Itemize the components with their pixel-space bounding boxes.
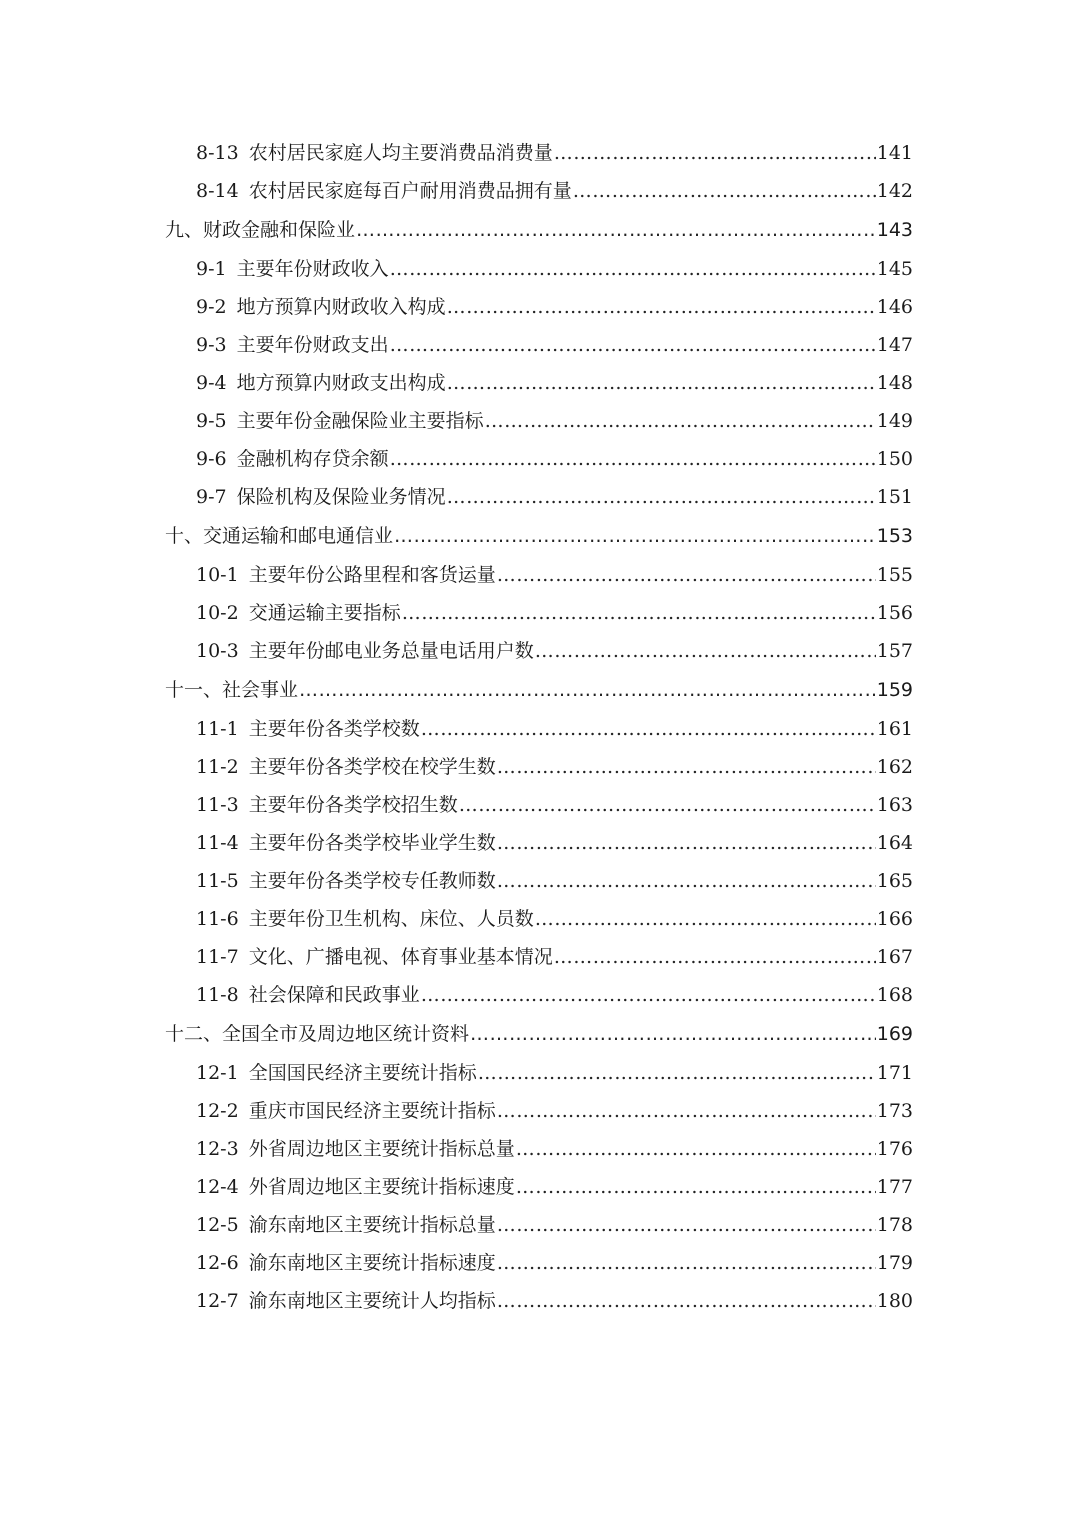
toc-item-entry[interactable] <box>165 1054 913 1092</box>
toc-page-number: 177 <box>876 1176 913 1198</box>
toc-page-number: 163 <box>876 794 913 816</box>
table-of-contents <box>165 134 913 1320</box>
toc-page-number: 159 <box>876 679 913 701</box>
toc-item-entry[interactable] <box>165 1092 913 1130</box>
dot-leader <box>447 288 876 326</box>
toc-entry-title: 地方预算内财政支出构成 <box>236 372 446 394</box>
toc-entry-number: 12-2 <box>196 1100 239 1122</box>
toc-page-number: 165 <box>876 870 913 892</box>
toc-page-number: 141 <box>876 142 913 164</box>
toc-entry-number: 9-1 <box>196 258 227 280</box>
toc-page-number: 162 <box>876 756 913 778</box>
toc-item-entry[interactable] <box>165 710 913 748</box>
toc-section-entry[interactable] <box>165 210 913 250</box>
toc-entry-title: 外省周边地区主要统计指标速度 <box>248 1176 515 1198</box>
toc-entry-title: 主要年份金融保险业主要指标 <box>236 410 484 432</box>
toc-item-entry[interactable] <box>165 748 913 786</box>
dot-leader <box>497 1244 876 1282</box>
toc-item-entry[interactable] <box>165 824 913 862</box>
toc-page-number: 167 <box>876 946 913 968</box>
dot-leader <box>497 1206 876 1244</box>
toc-item-entry[interactable] <box>165 250 913 288</box>
toc-entry-number: 12-4 <box>196 1176 239 1198</box>
toc-entry-title: 主要年份卫生机构、床位、人员数 <box>248 908 534 930</box>
toc-item-entry[interactable] <box>165 786 913 824</box>
toc-item-entry[interactable] <box>165 862 913 900</box>
toc-entry-title: 主要年份各类学校毕业学生数 <box>248 832 496 854</box>
toc-item-entry[interactable] <box>165 938 913 976</box>
toc-item-entry[interactable] <box>165 594 913 632</box>
toc-entry-title: 社会保障和民政事业 <box>248 984 420 1006</box>
toc-item-entry[interactable] <box>165 478 913 516</box>
toc-entry-title: 主要年份各类学校招生数 <box>248 794 458 816</box>
toc-item-entry[interactable] <box>165 326 913 364</box>
dot-leader <box>421 710 876 748</box>
toc-entry-title: 主要年份各类学校数 <box>248 718 420 740</box>
toc-item-entry[interactable] <box>165 632 913 670</box>
toc-entry-number: 12-5 <box>196 1214 239 1236</box>
toc-entry-number: 11-1 <box>196 718 239 740</box>
dot-leader <box>390 440 876 478</box>
dot-leader <box>516 1168 876 1206</box>
toc-page-number: 157 <box>876 640 913 662</box>
toc-page-number: 148 <box>876 372 913 394</box>
dot-leader <box>497 1282 876 1320</box>
toc-page-number: 153 <box>876 525 913 547</box>
toc-entry-number: 12-1 <box>196 1062 239 1084</box>
toc-item-entry[interactable] <box>165 976 913 1014</box>
toc-page-number: 146 <box>876 296 913 318</box>
toc-entry-title: 渝东南地区主要统计指标速度 <box>248 1252 496 1274</box>
toc-page-number: 168 <box>876 984 913 1006</box>
toc-entry-title: 重庆市国民经济主要统计指标 <box>248 1100 496 1122</box>
toc-entry-number: 11-4 <box>196 832 239 854</box>
dot-leader <box>497 862 876 900</box>
toc-page-number: 176 <box>876 1138 913 1160</box>
toc-entry-title: 渝东南地区主要统计人均指标 <box>248 1290 496 1312</box>
dot-leader <box>497 824 876 862</box>
toc-entry-title: 主要年份各类学校在校学生数 <box>248 756 496 778</box>
dot-leader <box>470 1014 876 1054</box>
toc-page-number: 143 <box>876 219 913 241</box>
toc-section-entry[interactable] <box>165 516 913 556</box>
toc-entry-number: 10-3 <box>196 640 239 662</box>
toc-entry-title: 十一、社会事业 <box>165 679 299 701</box>
toc-item-entry[interactable] <box>165 1206 913 1244</box>
toc-page-number: 179 <box>876 1252 913 1274</box>
toc-page-number: 166 <box>876 908 913 930</box>
toc-entry-number: 8-13 <box>196 142 239 164</box>
toc-page-number: 180 <box>876 1290 913 1312</box>
dot-leader <box>447 478 876 516</box>
toc-entry-number: 9-6 <box>196 448 227 470</box>
toc-entry-title: 十二、全国全市及周边地区统计资料 <box>165 1023 470 1045</box>
dot-leader <box>459 786 876 824</box>
toc-section-entry[interactable] <box>165 1014 913 1054</box>
toc-entry-number: 9-7 <box>196 486 227 508</box>
toc-entry-title: 地方预算内财政收入构成 <box>236 296 446 318</box>
toc-page-number: 173 <box>876 1100 913 1122</box>
dot-leader <box>535 632 876 670</box>
toc-page-number: 145 <box>876 258 913 280</box>
toc-entry-title: 主要年份各类学校专任教师数 <box>248 870 496 892</box>
toc-entry-number: 11-6 <box>196 908 239 930</box>
dot-leader <box>390 250 876 288</box>
toc-entry-title: 金融机构存贷余额 <box>236 448 389 470</box>
toc-page-number: 169 <box>876 1023 913 1045</box>
toc-entry-title: 外省周边地区主要统计指标总量 <box>248 1138 515 1160</box>
toc-entry-number: 9-4 <box>196 372 227 394</box>
toc-page-number: 178 <box>876 1214 913 1236</box>
dot-leader <box>402 594 876 632</box>
dot-leader <box>497 1092 876 1130</box>
toc-entry-number: 11-3 <box>196 794 239 816</box>
dot-leader <box>478 1054 876 1092</box>
toc-entry-number: 11-2 <box>196 756 239 778</box>
toc-entry-title: 主要年份公路里程和客货运量 <box>248 564 496 586</box>
dot-leader <box>421 976 876 1014</box>
toc-entry-number: 11-5 <box>196 870 239 892</box>
toc-page-number: 147 <box>876 334 913 356</box>
toc-entry-number: 11-7 <box>196 946 239 968</box>
toc-entry-title: 全国国民经济主要统计指标 <box>248 1062 477 1084</box>
dot-leader <box>497 556 876 594</box>
toc-item-entry[interactable] <box>165 1130 913 1168</box>
toc-item-entry[interactable] <box>165 900 913 938</box>
toc-page-number: 142 <box>876 180 913 202</box>
toc-entry-title: 十、交通运输和邮电通信业 <box>165 525 394 547</box>
toc-entry-title: 渝东南地区主要统计指标总量 <box>248 1214 496 1236</box>
dot-leader <box>573 172 876 210</box>
toc-item-entry[interactable] <box>165 364 913 402</box>
toc-item-entry[interactable] <box>165 1168 913 1206</box>
toc-entry-number: 12-3 <box>196 1138 239 1160</box>
toc-page-number: 161 <box>876 718 913 740</box>
dot-leader <box>356 210 876 250</box>
dot-leader <box>447 364 876 402</box>
toc-entry-title: 九、财政金融和保险业 <box>165 219 356 241</box>
toc-page-number: 151 <box>876 486 913 508</box>
toc-entry-title: 农村居民家庭人均主要消费品消费量 <box>248 142 553 164</box>
dot-leader <box>535 900 876 938</box>
toc-item-entry[interactable] <box>165 1244 913 1282</box>
dot-leader <box>390 326 876 364</box>
toc-entry-number: 9-2 <box>196 296 227 318</box>
dot-leader <box>516 1130 876 1168</box>
toc-item-entry[interactable] <box>165 172 913 210</box>
toc-section-entry[interactable] <box>165 670 913 710</box>
toc-item-entry[interactable] <box>165 1282 913 1320</box>
toc-item-entry[interactable] <box>165 556 913 594</box>
toc-entry-number: 12-6 <box>196 1252 239 1274</box>
dot-leader <box>299 670 876 710</box>
toc-item-entry[interactable] <box>165 402 913 440</box>
dot-leader <box>554 134 876 172</box>
toc-entry-number: 10-1 <box>196 564 239 586</box>
toc-entry-number: 10-2 <box>196 602 239 624</box>
toc-page-number: 150 <box>876 448 913 470</box>
dot-leader <box>554 938 876 976</box>
toc-entry-number: 8-14 <box>196 180 239 202</box>
toc-page-number: 149 <box>876 410 913 432</box>
toc-entry-number: 9-5 <box>196 410 227 432</box>
toc-entry-number: 9-3 <box>196 334 227 356</box>
toc-entry-title: 主要年份财政支出 <box>236 334 389 356</box>
toc-item-entry[interactable] <box>165 288 913 326</box>
dot-leader <box>394 516 876 556</box>
toc-page-number: 171 <box>876 1062 913 1084</box>
toc-entry-title: 文化、广播电视、体育事业基本情况 <box>248 946 553 968</box>
toc-entry-number: 11-8 <box>196 984 239 1006</box>
toc-entry-title: 主要年份邮电业务总量电话用户数 <box>248 640 534 662</box>
dot-leader <box>485 402 876 440</box>
toc-entry-number: 12-7 <box>196 1290 239 1312</box>
toc-entry-title: 保险机构及保险业务情况 <box>236 486 446 508</box>
toc-page-number: 155 <box>876 564 913 586</box>
toc-page-number: 164 <box>876 832 913 854</box>
dot-leader <box>497 748 876 786</box>
toc-entry-title: 主要年份财政收入 <box>236 258 389 280</box>
toc-entry-title: 交通运输主要指标 <box>248 602 401 624</box>
toc-item-entry[interactable] <box>165 134 913 172</box>
toc-item-entry[interactable] <box>165 440 913 478</box>
toc-entry-title: 农村居民家庭每百户耐用消费品拥有量 <box>248 180 572 202</box>
toc-page-number: 156 <box>876 602 913 624</box>
